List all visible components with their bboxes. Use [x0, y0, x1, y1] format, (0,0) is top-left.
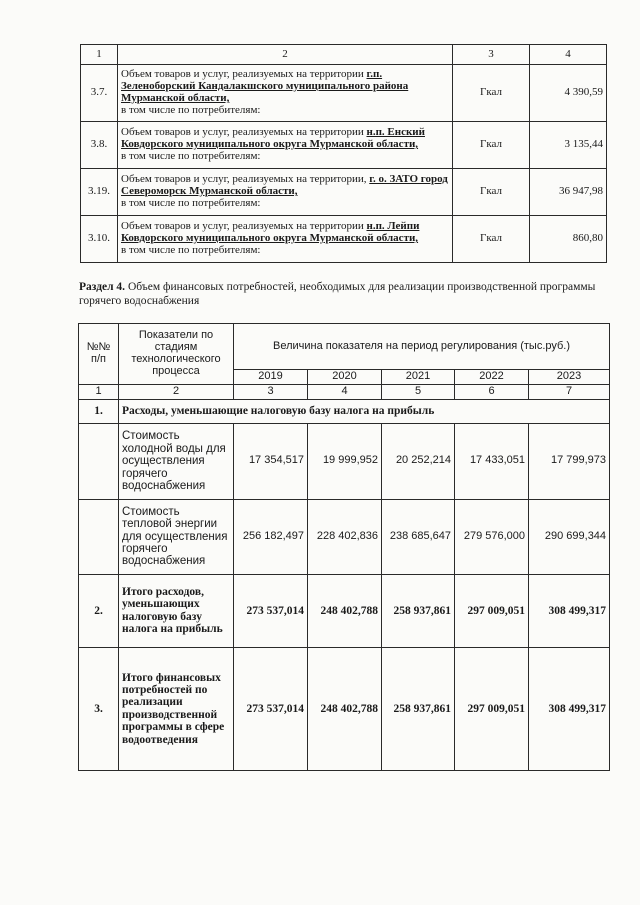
row-unit: Гкал — [453, 169, 530, 216]
desc-prefix: Объем товаров и услуг, реализуемых на территории, — [121, 173, 370, 186]
header-cell: 1 — [81, 45, 118, 65]
row-label: Итого расходов, уменьшающих налоговую базу налога на прибыль — [119, 574, 234, 647]
header-cell: 2 — [118, 45, 453, 65]
desc-suffix: в том числе по потребителям: — [121, 243, 261, 256]
row-description — [118, 122, 453, 169]
row-value: 36 947,98 — [530, 169, 607, 216]
header-number: №№ п/п — [79, 324, 119, 385]
row-number — [79, 499, 119, 574]
table-row — [81, 122, 607, 169]
row-number: 2. — [79, 574, 119, 647]
value-cell: 20 252,214 — [382, 423, 455, 499]
row-number: 3.8. — [81, 122, 118, 169]
year-cell: 2023 — [529, 370, 610, 385]
header-indicators: Показатели по стадиям технологического процесса — [119, 324, 234, 385]
year-cell: 2022 — [455, 370, 529, 385]
desc-suffix: в том числе по потребителям: — [121, 196, 261, 209]
value-cell: 256 182,497 — [234, 499, 308, 574]
row-description — [118, 216, 453, 263]
row-number: 3.10. — [81, 216, 118, 263]
value-cell: 279 576,000 — [455, 499, 529, 574]
desc-place: н.п. Енский Ковдорского муниципального округа Мурманской области, — [121, 126, 425, 151]
desc-place: г.п. Зеленоборский Кандалакшского муниципального района Мурманской области, — [121, 68, 409, 104]
col-number: 5 — [382, 385, 455, 400]
row-unit: Гкал — [453, 65, 530, 122]
table-row — [81, 65, 607, 122]
value-cell: 248 402,788 — [308, 574, 382, 647]
row-description — [118, 65, 453, 122]
value-cell: 17 433,051 — [455, 423, 529, 499]
table-row — [81, 169, 607, 216]
value-cell: 17 354,517 — [234, 423, 308, 499]
col-number: 6 — [455, 385, 529, 400]
table-row — [79, 499, 610, 574]
row-label: Стоимость холодной воды для осуществления горячего водоснабжения — [119, 423, 234, 499]
desc-suffix: в том числе по потребителям: — [121, 103, 261, 116]
row-label: Стоимость тепловой энергии для осуществления горячего водоснабжения — [119, 499, 234, 574]
value-cell: 258 937,861 — [382, 574, 455, 647]
col-number: 7 — [529, 385, 610, 400]
row-value: 3 135,44 — [530, 122, 607, 169]
table-header-row — [81, 45, 607, 65]
section-label: Раздел 4. — [79, 281, 126, 293]
col-number: 1 — [79, 385, 119, 400]
year-cell: 2019 — [234, 370, 308, 385]
section-title: Расходы, уменьшающие налоговую базу налога на прибыль — [119, 399, 610, 423]
row-number: 1. — [79, 399, 119, 423]
desc-prefix: Объем товаров и услуг, реализуемых на территории — [121, 126, 367, 139]
row-unit: Гкал — [453, 122, 530, 169]
total-row — [79, 647, 610, 770]
value-cell: 228 402,836 — [308, 499, 382, 574]
year-cell: 2021 — [382, 370, 455, 385]
row-number: 3.7. — [81, 65, 118, 122]
value-cell: 290 699,344 — [529, 499, 610, 574]
row-number: 3.19. — [81, 169, 118, 216]
row-number — [79, 423, 119, 499]
col-number: 4 — [308, 385, 382, 400]
table-row — [81, 216, 607, 263]
table-row — [79, 423, 610, 499]
financial-needs-table — [78, 323, 610, 771]
value-cell: 17 799,973 — [529, 423, 610, 499]
consumption-table — [80, 44, 607, 263]
value-cell: 19 999,952 — [308, 423, 382, 499]
desc-prefix: Объем товаров и услуг, реализуемых на территории — [121, 220, 367, 233]
section-text: Объем финансовых потребностей, необходимых для реализации производственной программы горячего водоснабжения — [79, 281, 596, 308]
col-number: 2 — [119, 385, 234, 400]
col-number: 3 — [234, 385, 308, 400]
desc-suffix: в том числе по потребителям: — [121, 149, 261, 162]
section-row — [79, 399, 610, 423]
column-number-row — [79, 385, 610, 400]
total-row — [79, 574, 610, 647]
header-value-period: Величина показателя на период регулирования (тыс.руб.) — [234, 324, 610, 370]
value-cell: 297 009,051 — [455, 647, 529, 770]
value-cell: 273 537,014 — [234, 574, 308, 647]
desc-place: г. о. ЗАТО город Североморск Мурманской области, — [121, 173, 448, 198]
value-cell: 238 685,647 — [382, 499, 455, 574]
table-header-row — [79, 324, 610, 370]
section-4-heading — [79, 280, 609, 308]
row-label: Итого финансовых потребностей по реализации производственной программы в сфере водоотведения — [119, 647, 234, 770]
row-description — [118, 169, 453, 216]
row-value: 4 390,59 — [530, 65, 607, 122]
header-cell: 3 — [453, 45, 530, 65]
year-cell: 2020 — [308, 370, 382, 385]
row-value: 860,80 — [530, 216, 607, 263]
value-cell: 273 537,014 — [234, 647, 308, 770]
value-cell: 308 499,317 — [529, 574, 610, 647]
header-cell: 4 — [530, 45, 607, 65]
row-unit: Гкал — [453, 216, 530, 263]
value-cell: 308 499,317 — [529, 647, 610, 770]
row-number: 3. — [79, 647, 119, 770]
value-cell: 258 937,861 — [382, 647, 455, 770]
desc-prefix: Объем товаров и услуг, реализуемых на территории — [121, 68, 367, 81]
value-cell: 297 009,051 — [455, 574, 529, 647]
desc-place: н.п. Лейпи Ковдорского муниципального округа Мурманской области, — [121, 220, 420, 245]
value-cell: 248 402,788 — [308, 647, 382, 770]
